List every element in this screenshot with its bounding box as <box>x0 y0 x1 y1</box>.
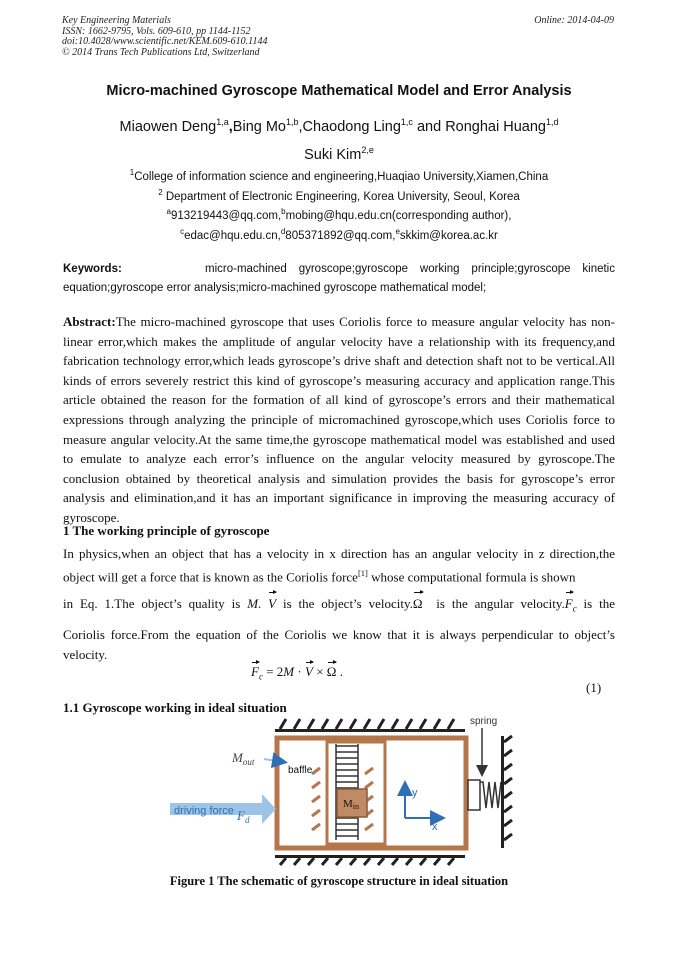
figure-caption: Figure 1 The schematic of gyroscope structure in ideal situation <box>169 874 509 888</box>
label-fd: $F_d$ <box>237 808 250 825</box>
eq-part: · <box>294 664 305 679</box>
label-y: y <box>412 787 418 799</box>
para-text: . <box>258 596 269 611</box>
email-sup: c <box>180 227 185 236</box>
mout-pointer <box>264 759 284 762</box>
paper-title: Micro-machined Gyroscope Mathematical Model and Error Analysis <box>106 83 572 99</box>
section-heading-1-1: 1.1 Gyroscope working in ideal situation <box>63 700 287 715</box>
email-sup: a <box>166 207 171 216</box>
right-spring <box>468 780 501 810</box>
eq-omega: Ω <box>326 664 337 679</box>
figure-gyroscope-schematic <box>160 712 530 872</box>
aff-text: Department of Electronic Engineering, Korea University, Seoul, Korea <box>165 190 520 203</box>
affiliation-1 <box>0 168 678 183</box>
keywords <box>63 260 615 298</box>
author-name: Bing Mo <box>232 118 286 135</box>
email: edac@hqu.edu.cn, <box>184 229 281 242</box>
copyright-line: © 2014 Trans Tech Publications Ltd, Switzerland <box>62 46 260 58</box>
para-text: in Eq. 1.The object’s quality is <box>63 596 248 611</box>
right-wall <box>501 736 512 848</box>
author-line-1: Miaowen Deng$^{1,a}$,Bing Mo$^{1,b}$,Chaodong Ling$^{1,c}$ and Ronghai Huang$^{1,d}$ <box>119 117 559 135</box>
author-sup: 1,a <box>216 117 229 127</box>
doi-line: doi:10.4028/www.scientific.net/KEM.609-610.1144 <box>62 36 268 47</box>
symbol-V: V <box>268 594 276 614</box>
email: 805371892@qq.com, <box>285 229 396 242</box>
keywords-line-1: micro-machined gyroscope;gyroscope working principle;gyroscope kinetic <box>205 263 615 275</box>
para-text: is the object’s velocity. <box>276 596 413 611</box>
journal-info <box>62 16 267 58</box>
label-mout: $M_{out}$ <box>232 750 255 767</box>
eq-V: V <box>304 664 313 679</box>
email: skkim@korea.ac.kr <box>399 229 498 242</box>
section-heading-1: 1 The working principle of gyroscope <box>63 523 270 538</box>
equation-number: (1) <box>586 680 602 695</box>
label-baffle: baffle <box>288 765 313 776</box>
author-sup: 1,b <box>286 117 299 127</box>
axes <box>405 784 442 818</box>
label-spring: spring <box>470 716 498 727</box>
abstract-text: The micro-machined gyroscope that uses Coriolis force to measure angular velocity has non-linear error,which makes the amplitude of angular velocity have a relationship with its frequency,and fabrication technology error,which leads gyroscope’s drive shaft and detection shaft not to be vertical.All kinds of errors severely restrict this kind of gyroscope’s measuring accuracy and application range.This article obtained the reason for the formation of all kind of gyroscope’s errors and their mathematical expressions through analyzing the principle of micromachined gyroscope,which uses Coriolis force to measure angular velocity.At the same time,the gyroscope mathematical model was established and used to emulate to analyze each error’s influence on the angular velocity measured by gyroscope.The conclusion obtained by theoretical analysis and simulation provides the basis for gyroscope’s error analysis and elimination,and it has an important significance in improving the measuring accuracy of gyroscope. <box>63 314 615 525</box>
online-date: Online: 2014-04-09 <box>534 15 614 26</box>
email-sup: b <box>281 207 286 216</box>
paragraph-symbols <box>63 594 615 619</box>
author-sup: 1,d <box>545 117 559 127</box>
keywords-line-2: equation;gyroscope error analysis;micro-machined gyroscope mathematical model; <box>63 282 487 294</box>
outer-frame <box>277 738 466 848</box>
author-name: Chaodong Ling <box>302 118 401 135</box>
paragraph-perpendicular: Coriolis force.From the equation of the Coriolis we know that it is always perpendicular to object’s velocity. <box>63 627 615 662</box>
eq-part: . <box>336 664 343 679</box>
para-text: whose computational formula is shown <box>367 568 576 584</box>
label-x: x <box>432 821 438 833</box>
symbol-omega: Ω <box>413 594 423 614</box>
author-and: and <box>412 118 446 135</box>
aff-text: College of information science and engineering,Huaqiao University,Xiamen,China <box>134 170 549 183</box>
issn-line: ISSN: 1662-9795, Vols. 609-610, pp 1144-1152 <box>62 25 251 37</box>
journal-name: Key Engineering Materials <box>62 15 171 26</box>
eq-F-sub: c <box>258 671 263 682</box>
symbol-M: M <box>247 596 259 611</box>
paragraph-coriolis <box>63 544 615 586</box>
author-sup: 2,e <box>361 145 374 155</box>
eq-part: × <box>312 664 327 679</box>
email-sup: d <box>280 227 286 236</box>
author-name: Miaowen Deng <box>119 118 217 135</box>
top-ground <box>275 719 465 732</box>
para-text: In physics,when an object that has a velocity in x direction has an angular velocity in z direction,the object will get a force that is known as the Coriolis force <box>63 546 615 584</box>
bottom-ground <box>275 855 465 865</box>
label-min: Min <box>343 798 360 811</box>
eq-M: M <box>283 664 295 679</box>
author-name: Suki Kim <box>304 146 362 163</box>
email: mobing@hqu.edu.cn(corresponding author), <box>285 209 512 222</box>
para-text: is the angular velocity. <box>422 596 565 611</box>
email-sup: e <box>395 227 400 236</box>
equation-1 <box>251 664 343 682</box>
eq-part: = 2 <box>262 664 284 679</box>
symbol-F: F <box>565 594 573 614</box>
symbol-F-sub: c <box>572 603 577 614</box>
abstract <box>63 312 615 528</box>
aff-sup: 1 <box>129 168 135 177</box>
para-text: is the <box>576 596 615 611</box>
author-sup: 1,c <box>400 117 413 127</box>
emails-line-1 <box>0 207 678 222</box>
keywords-label: Keywords: <box>63 263 122 275</box>
eq-F: F <box>251 664 259 679</box>
abstract-label: Abstract: <box>63 314 116 329</box>
author-name: Ronghai Huang <box>445 118 546 135</box>
affiliation-2 <box>0 188 678 203</box>
aff-sup: 2 <box>158 188 163 197</box>
email: 913219443@qq.com, <box>171 209 282 222</box>
emails-line-2 <box>0 227 678 242</box>
author-line-2 <box>0 145 678 163</box>
citation-ref: [1] <box>357 567 368 578</box>
label-driving-force: driving force <box>174 805 234 817</box>
